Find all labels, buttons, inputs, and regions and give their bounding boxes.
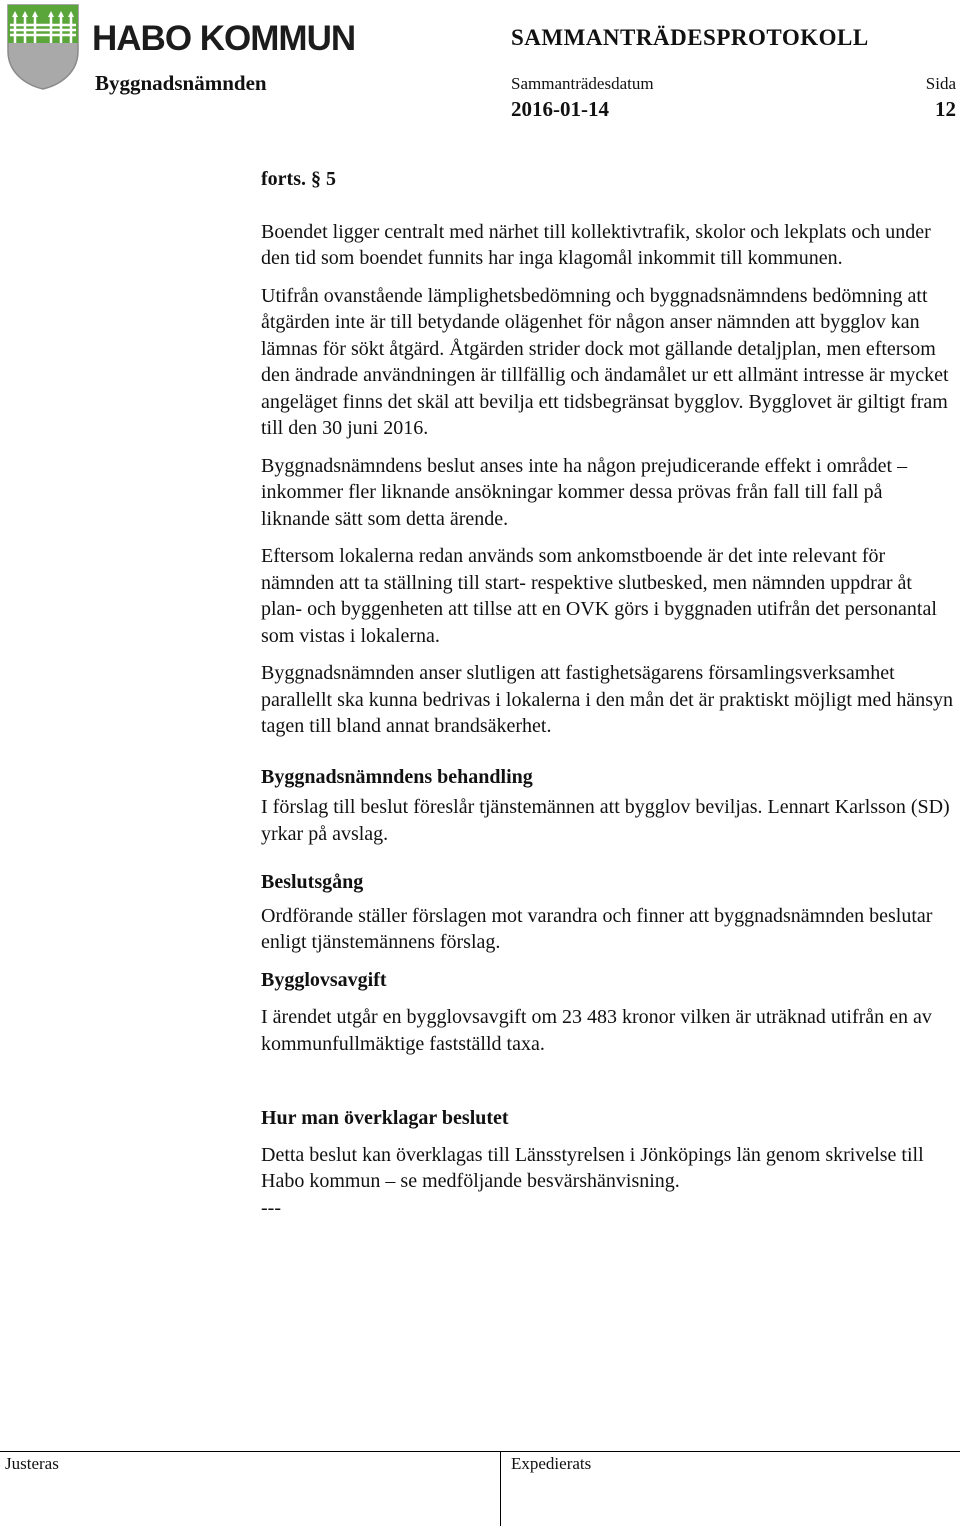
section-reference: forts. § 5: [261, 168, 336, 190]
paragraph: Byggnadsnämnden anser slutligen att fastighetsägarens församlingsverksamhet parallellt ska kunna bedrivas i lokalerna i den mån det är praktiskt möjligt med hänsyn tagen till bland annat brandsäkerhet.: [261, 662, 954, 737]
coat-of-arms-icon: [6, 3, 80, 91]
section-heading: Beslutsgång: [261, 871, 364, 893]
paragraph: Boendet ligger centralt med närhet till kollektivtrafik, skolor och lekplats och under den tid som boendet funnits har inga klagomål inkommit till kommunen.: [261, 220, 931, 269]
document-type: SAMMANTRÄDESPROTOKOLL: [511, 25, 869, 50]
paragraph: Byggnadsnämndens beslut anses inte ha någon prejudicerande effekt i området – inkommer fler liknande ansökningar kommer dessa prövas från fall till fall på liknande sätt som detta ärende.: [261, 454, 908, 530]
committee-name: Byggnadsnämnden: [95, 71, 267, 95]
section-heading: Bygglovsavgift: [261, 968, 387, 991]
expedierats-field: Expedierats: [511, 1454, 592, 1473]
logo-wordmark: HABO KOMMUN: [92, 19, 356, 58]
protocol-body: [261, 166, 956, 1221]
paragraph: Eftersom lokalerna redan används som ankomstboende är det inte relevant för nämnden att ta ställning till start- respektive slutbesked, men nämnden uppdrar åt plan- och byggenheten att tillse att en OVK görs i byggnaden utifrån det personantal som vistas i lokalerna.: [261, 545, 937, 647]
meeting-date-label: Sammanträdesdatum: [511, 74, 654, 93]
paragraph: Utifrån ovanstående lämplighetsbedömning och byggnadsnämndens bedömning att åtgärden inte är till betydande olägenhet för någon anser nämnden att bygglov kan lämnas för sökt åtgärd. Åtgärden strider dock mot gällande detaljplan, men eftersom den ändrade användningen är tillfällig och ändamålet ur ett allmänt intresse är mycket angeläget finns det skäl att bevilja ett tidsbegränsat bygglov. Bygglovet är giltigt fram till den 30 juni 2016.: [261, 284, 949, 439]
paragraph: Detta beslut kan överklagas till Länsstyrelsen i Jönköpings län genom skrivelse till Habo kommun – se medföljande besvärshänvisning.: [261, 1143, 924, 1192]
end-mark: ---: [261, 1196, 281, 1219]
paragraph: I förslag till beslut föreslår tjänstemännen att bygglov beviljas. Lennart Karlsson (SD) yrkar på avslag.: [261, 796, 950, 845]
page-number: 12: [935, 97, 956, 121]
meeting-date: 2016-01-14: [511, 97, 609, 121]
paragraph: I ärendet utgår en bygglovsavgift om 23 483 kronor vilken är uträknad utifrån en av kommunfullmäktige fastställd taxa.: [261, 1006, 932, 1055]
justeras-signature-field: Justeras: [5, 1454, 59, 1473]
footer-separator: [0, 1451, 960, 1452]
section-heading: Hur man överklagar beslutet: [261, 1107, 509, 1129]
footer-divider: [500, 1451, 501, 1526]
section-heading: Byggnadsnämndens behandling: [261, 765, 533, 788]
page-label: Sida: [925, 74, 956, 93]
paragraph: Ordförande ställer förslagen mot varandra och finner att byggnadsnämnden beslutar enligt tjänstemännens förslag.: [261, 904, 933, 953]
